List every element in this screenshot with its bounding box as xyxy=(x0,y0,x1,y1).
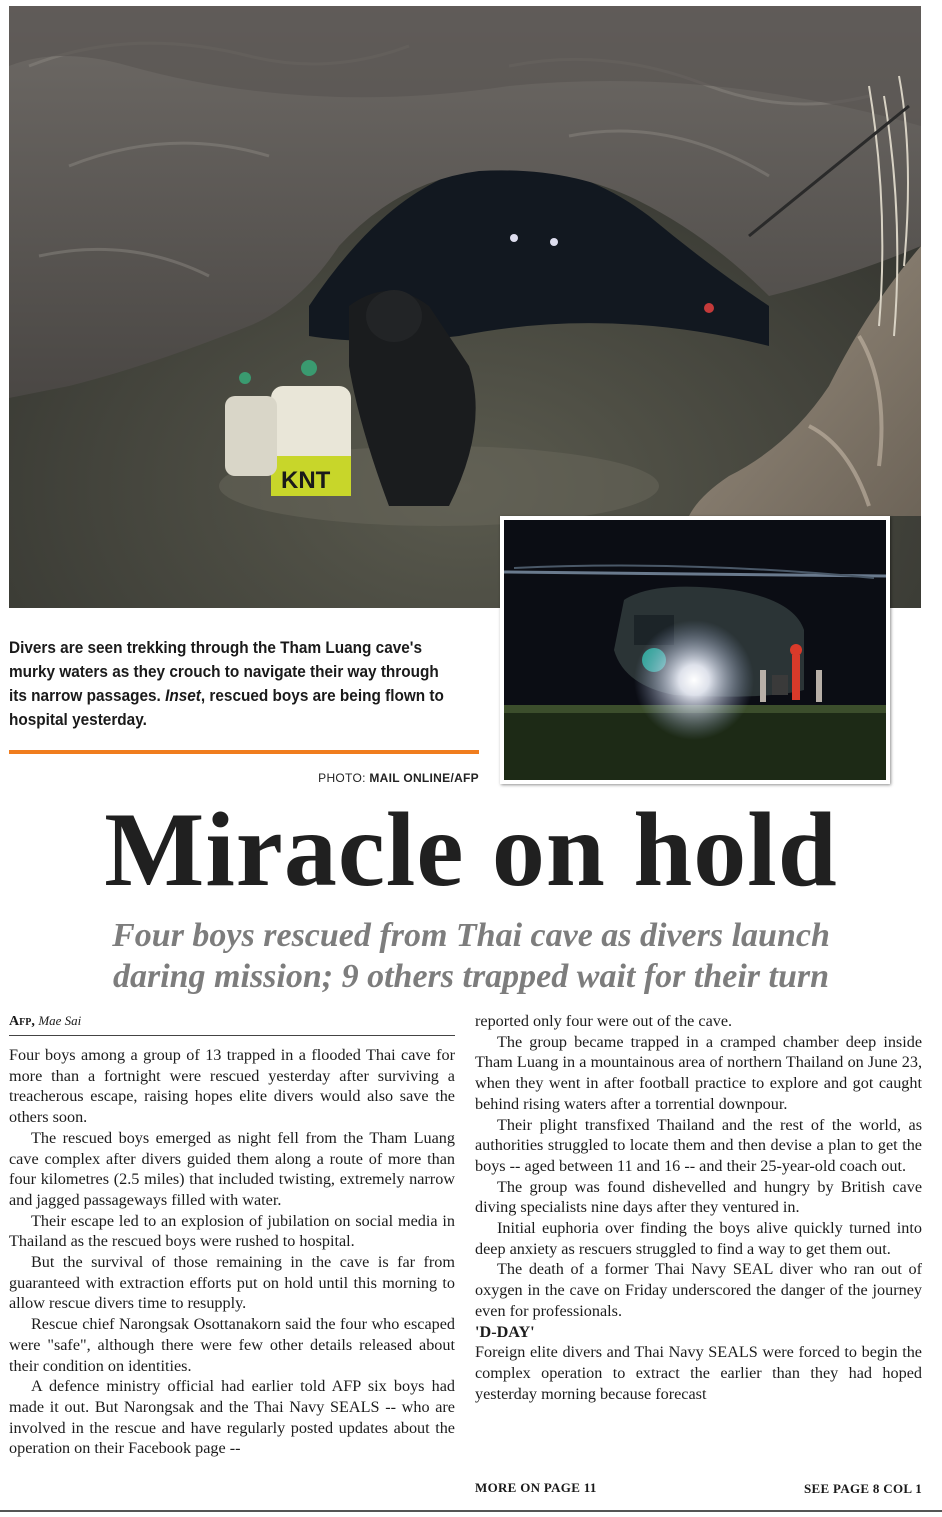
caption-divider xyxy=(9,750,479,754)
byline-place: Mae Sai xyxy=(38,1013,82,1028)
subsection-heading: 'D-DAY' xyxy=(475,1322,535,1341)
bottom-rule xyxy=(0,1510,942,1512)
article-paragraph: Rescue chief Narongsak Osottanakorn said the four who escaped were "safe", although there were few other details released about their condition on identities. xyxy=(9,1315,455,1375)
article-paragraph-continued: reported only four were out of the cave. xyxy=(475,1012,733,1030)
article-paragraph: Their plight transfixed Thailand and the rest of the world, as authorities struggled to locate them and then devise a plan to get the boys -- aged between 11 and 16 -- and their 25-year-old coach out. xyxy=(475,1115,922,1175)
helicopter-photo-illustration xyxy=(504,520,886,780)
inset-photo xyxy=(500,516,890,784)
jump-line-more: MORE ON PAGE 11 xyxy=(475,1480,597,1495)
article-paragraph: But the survival of those remaining in the cave is far from guaranteed with extraction efforts put on hold until this morning to allow rescue divers time to resupply. xyxy=(9,1253,455,1313)
article-paragraph: Their escape led to an explosion of jubilation on social media in Thailand as the rescued boys were rushed to hospital. xyxy=(9,1211,455,1251)
tank-marking: KNT xyxy=(281,467,331,494)
article-paragraph: The rescued boys emerged as night fell from the Tham Luang cave complex after divers guided them along a route of more than four kilometres (2.5 miles) that included twisting, extremely narrow and jagged passageways filled with water. xyxy=(9,1128,455,1209)
jump-line-see: SEE PAGE 8 COL 1 xyxy=(804,1481,922,1496)
caption-inset-word: Inset xyxy=(165,687,201,705)
credit-source: MAIL ONLINE/AFP xyxy=(369,771,479,785)
article-column-1 xyxy=(9,1045,455,1459)
caption-text: Divers are seen trekking through the Tham Luang cave's murky waters as they crouch to navigate their way through its narrow passages. xyxy=(9,639,439,705)
article-column-2 xyxy=(475,1011,922,1404)
article-paragraph: The group became trapped in a cramped chamber deep inside Tham Luang in a mountainous area of northern Thailand on June 23, when they went in after football practice to explore and got caught behind rising waters after a torrential downpour. xyxy=(475,1032,922,1113)
article-paragraph: A defence ministry official had earlier told AFP six boys had made it out. But Narongsak and the Thai Navy SEALS -- who are involved in the rescue and have regularly posted updates about the operation on their Facebook page -- xyxy=(9,1377,455,1458)
credit-label: PHOTO: xyxy=(318,771,366,785)
article-paragraph: Foreign elite divers and Thai Navy SEALS were forced to begin the complex operation to extract the earlier than they had hoped yesterday morning because forecast xyxy=(475,1343,922,1403)
subheadline-line-1: Four boys rescued from Thai cave as divers launch xyxy=(112,917,830,954)
photo-credit xyxy=(200,771,479,785)
article-paragraph: Four boys among a group of 13 trapped in a flooded Thai cave for more than a fortnight were rescued yesterday after surviving a treacherous escape, raising hopes elite divers would also save the others soon. xyxy=(9,1046,455,1127)
byline-agency: Afp, xyxy=(9,1014,35,1029)
subheadline-line-2: daring mission; 9 others trapped wait for their turn xyxy=(112,958,830,995)
caption-text-end: , rescued boys are being flown to hospital yesterday. xyxy=(9,687,444,729)
photo-caption xyxy=(9,636,446,732)
byline xyxy=(9,1013,455,1036)
headline: Miracle on hold xyxy=(104,791,838,908)
article-paragraph: The death of a former Thai Navy SEAL diver who ran out of oxygen in the cave on Friday underscored the danger of the journey even for professionals. xyxy=(475,1260,922,1320)
article-paragraph: Initial euphoria over finding the boys alive quickly turned into deep anxiety as rescuers struggled to find a way to get them out. xyxy=(475,1219,922,1258)
article-paragraph: The group was found dishevelled and hungry by British cave diving specialists nine days after they ventured in. xyxy=(475,1177,922,1217)
subheadline xyxy=(0,915,942,997)
